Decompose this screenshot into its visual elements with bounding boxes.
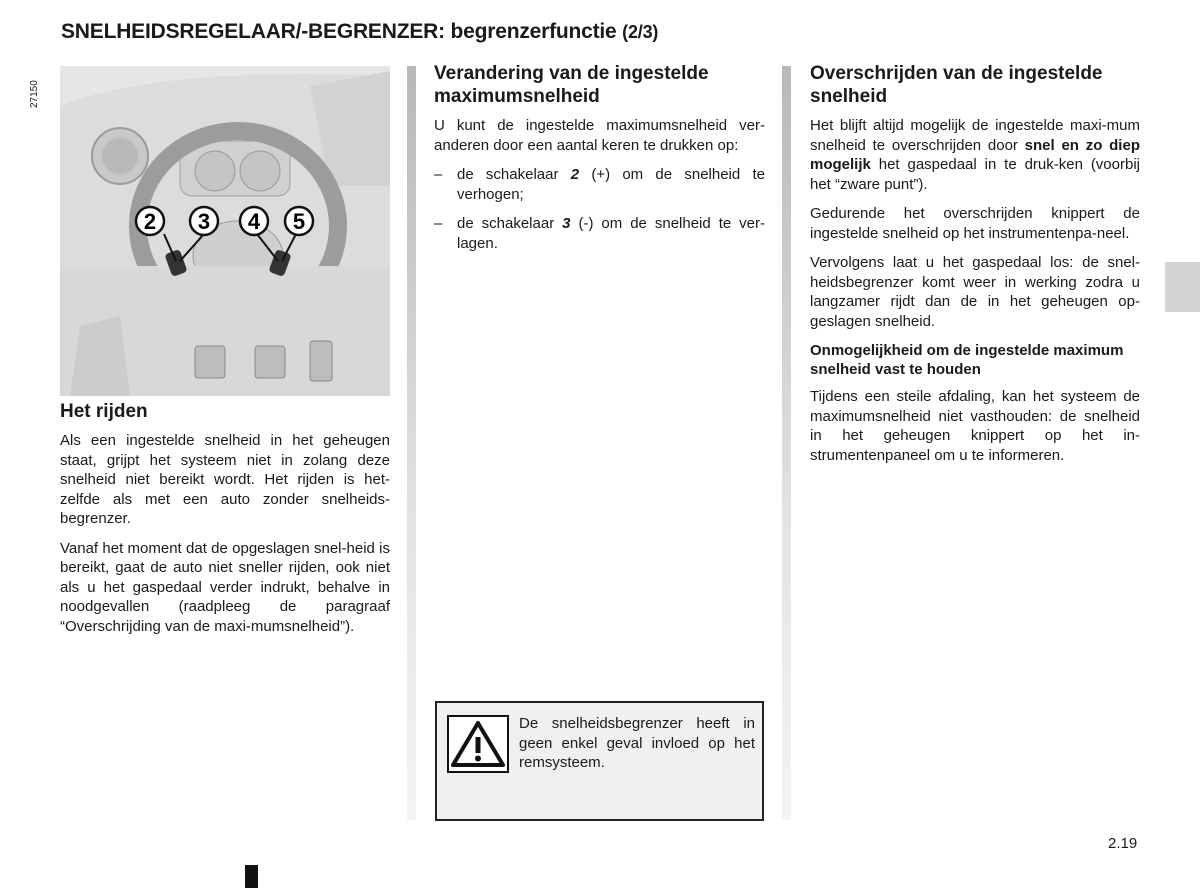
callout-layer — [60, 66, 390, 396]
list-dash: – — [434, 215, 443, 232]
callout-4 — [240, 207, 268, 235]
callout-2 — [136, 207, 164, 235]
switch-number: 2 — [570, 166, 580, 183]
switch-list — [434, 165, 765, 253]
svg-text:2: 2 — [143, 209, 157, 234]
figure-id: 27150 — [29, 80, 40, 108]
right-paragraph-1 — [810, 116, 1140, 194]
middle-column — [434, 62, 765, 263]
chapter-tab — [1165, 262, 1200, 312]
column-divider-middle — [407, 66, 416, 820]
right-paragraph-2: Gedurende het overschrijden knippert de ingestelde snelheid op het instrumentenpa-neel. — [810, 205, 1140, 242]
svg-text:4: 4 — [247, 209, 261, 234]
page-number: 2.19 — [1108, 835, 1138, 852]
list-item — [434, 165, 765, 204]
list-text: de schakelaar — [457, 166, 571, 183]
text-span: het gaspedaal in te druk-ken (voorbij het “zware punt”). — [810, 156, 1140, 193]
middle-intro: U kunt de ingestelde maximumsnelheid ver-anderen door een aantal keren te drukken op: — [434, 117, 765, 154]
list-text: (-) om de snelheid te ver-lagen. — [457, 215, 766, 252]
left-column — [60, 400, 390, 646]
page-title-main: SNELHEIDSREGELAAR/-BEGRENZER: begrenzerfunctie — [61, 20, 617, 43]
section-heading-driving: Het rijden — [60, 401, 148, 422]
callout-3 — [190, 207, 218, 235]
page-title — [61, 20, 658, 44]
page-title-suffix: (2/3) — [622, 22, 659, 42]
dashboard-illustration — [60, 66, 390, 396]
right-paragraph-4: Tijdens een steile afdaling, kan het systeem de maximumsnelheid niet vasthouden: de snelheid in het geheugen knippert op het in-strumentenpaneel om u te informeren. — [810, 388, 1140, 464]
emphasis-text: snel en zo diep mogelijk — [810, 136, 1140, 173]
list-item — [434, 214, 765, 253]
switch-number: 3 — [562, 215, 571, 232]
warning-triangle-icon — [447, 715, 509, 773]
list-text: (+) om de snelheid te verhogen; — [457, 166, 765, 203]
list-dash: – — [434, 166, 443, 183]
right-paragraph-3: Vervolgens laat u het gaspedaal los: de snel-heidsbegrenzer komt weer in werking zodra u langzamer rijdt dan de in het geheugen op-geslagen snelheid. — [810, 254, 1140, 330]
list-text: de schakelaar — [457, 215, 563, 232]
section-heading-change-speed: Verandering van de ingestelde maximumsnelheid — [434, 63, 709, 107]
svg-text:3: 3 — [197, 209, 211, 234]
warning-box — [435, 701, 764, 821]
column-divider-right — [782, 66, 791, 820]
svg-text:5: 5 — [292, 209, 306, 234]
section-heading-overshoot: Overschrijden van de ingestelde snelheid — [810, 63, 1103, 107]
subheading-cannot-hold: Onmogelijkheid om de ingestelde maximum snelheid vast te houden — [810, 342, 1124, 378]
left-paragraph-1: Als een ingestelde snelheid in het geheugen staat, grijpt het systeem niet in zolang deze snelheid niet bereikt wordt. Het rijden is het-zelfde als met een auto zonder snelheids-begrenzer. — [60, 432, 390, 527]
right-column — [810, 62, 1140, 475]
crop-mark — [245, 865, 258, 888]
text-span: Het blijft altijd mogelijk de ingestelde maxi-mum snelheid te overschrijden door — [810, 117, 1140, 154]
left-paragraph-2: Vanaf het moment dat de opgeslagen snel-heid is bereikt, gaat de auto niet sneller rijden, ook niet als u het gaspedaal verder indrukt, behalve in noodgevallen (raadpleeg de paragraaf “Overschrijding van de maxi-mumsnelheid”). — [60, 539, 390, 635]
callout-5 — [285, 207, 313, 235]
warning-text: De snelheidsbegrenzer heeft in geen enkel geval invloed op het remsysteem. — [519, 715, 755, 771]
